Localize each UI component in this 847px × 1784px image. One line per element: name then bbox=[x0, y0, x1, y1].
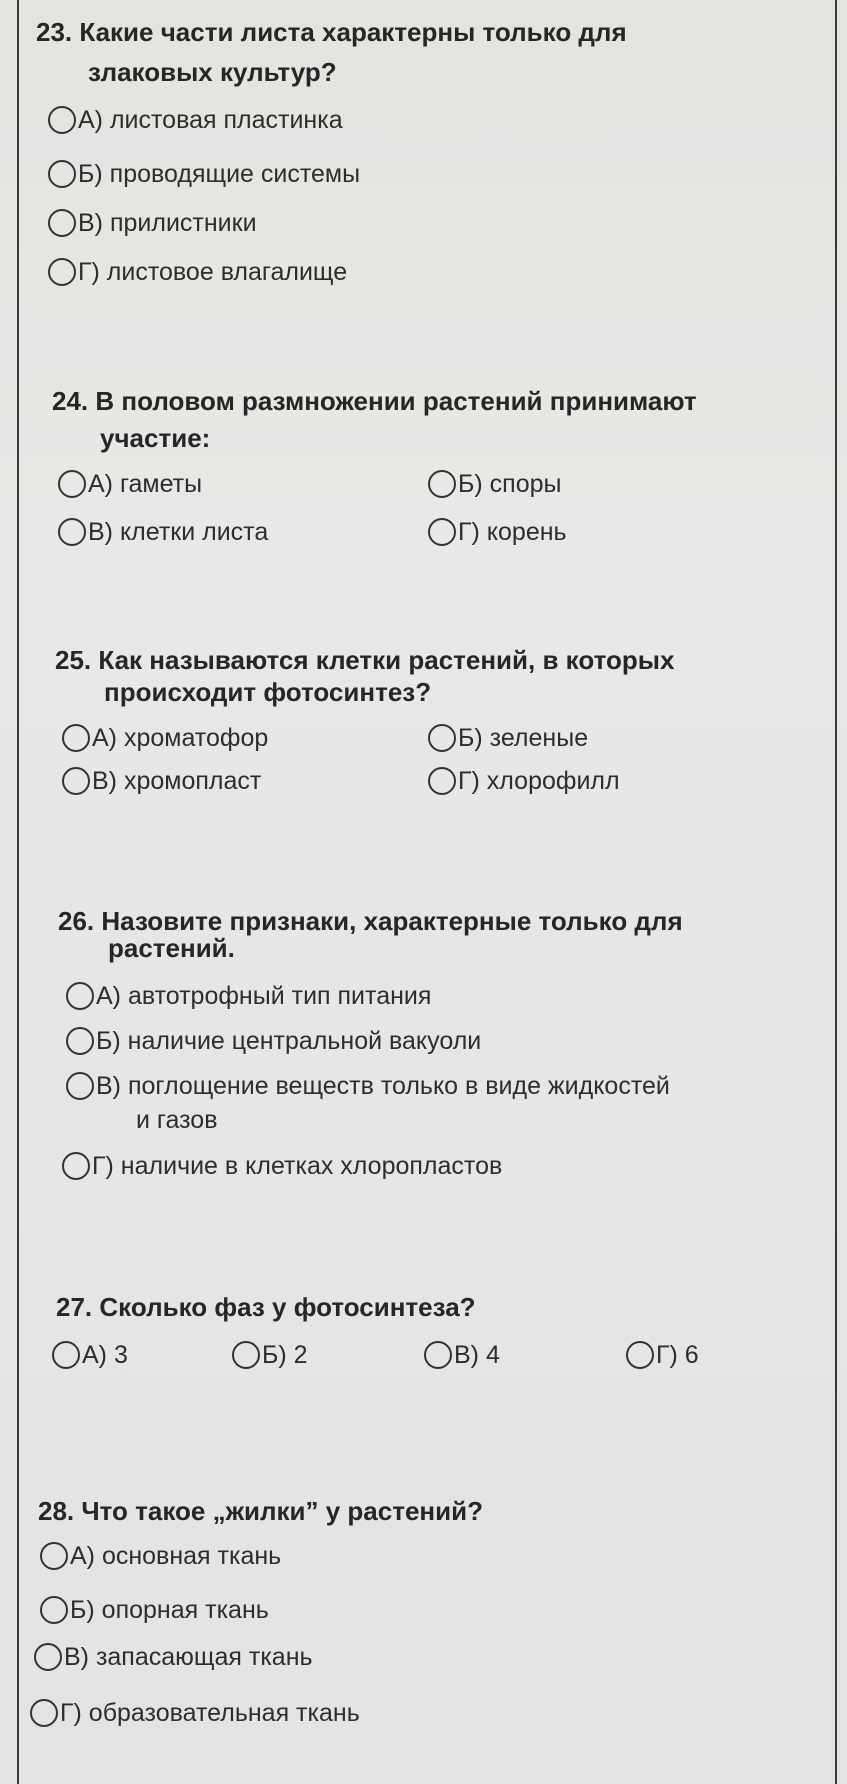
option-label: Б) опорная ткань bbox=[70, 1596, 269, 1624]
option-label: Б) зеленые bbox=[458, 724, 589, 752]
radio-button[interactable] bbox=[66, 1072, 94, 1100]
option-g[interactable] bbox=[626, 1335, 699, 1375]
radio-button[interactable] bbox=[62, 1152, 90, 1180]
option-a[interactable] bbox=[66, 976, 431, 1016]
question-text-line2: происходит фотосинтез? bbox=[104, 677, 432, 707]
radio-button[interactable] bbox=[232, 1341, 260, 1369]
radio-button[interactable] bbox=[48, 258, 76, 286]
radio-button[interactable] bbox=[48, 209, 76, 237]
radio-button[interactable] bbox=[40, 1542, 68, 1570]
question-text-line1: В половом размножении растений принимают bbox=[95, 386, 697, 416]
option-g[interactable] bbox=[48, 252, 347, 292]
radio-button[interactable] bbox=[52, 1341, 80, 1369]
option-v[interactable] bbox=[48, 203, 257, 243]
option-label: Б) 2 bbox=[262, 1341, 308, 1369]
radio-button[interactable] bbox=[626, 1341, 654, 1369]
option-label: Б) споры bbox=[458, 470, 562, 498]
option-v[interactable] bbox=[34, 1637, 313, 1677]
option-v[interactable] bbox=[66, 1066, 670, 1106]
radio-button[interactable] bbox=[424, 1341, 452, 1369]
question-title bbox=[56, 1287, 476, 1327]
radio-button[interactable] bbox=[34, 1643, 62, 1671]
option-label: В) хромопласт bbox=[92, 767, 262, 795]
question-text-line1: Сколько фаз у фотосинтеза? bbox=[99, 1292, 476, 1322]
radio-button[interactable] bbox=[62, 724, 90, 752]
option-b[interactable] bbox=[66, 1021, 481, 1061]
option-label: Г) листовое влагалище bbox=[78, 258, 348, 286]
radio-button[interactable] bbox=[428, 518, 456, 546]
option-a[interactable] bbox=[48, 100, 343, 140]
radio-button[interactable] bbox=[58, 470, 86, 498]
option-label: А) основная ткань bbox=[70, 1542, 282, 1570]
question-text-line2: злаковых культур? bbox=[88, 57, 337, 87]
question-title bbox=[52, 381, 697, 421]
radio-button[interactable] bbox=[428, 470, 456, 498]
radio-button[interactable] bbox=[62, 767, 90, 795]
option-label: Г) корень bbox=[458, 518, 567, 546]
option-g[interactable] bbox=[428, 761, 620, 801]
option-label-continuation: и газов bbox=[136, 1106, 218, 1134]
radio-button[interactable] bbox=[66, 982, 94, 1010]
left-margin-line bbox=[17, 0, 19, 1784]
question-title bbox=[38, 1491, 483, 1531]
option-label: В) запасающая ткань bbox=[64, 1643, 313, 1671]
option-a[interactable] bbox=[62, 718, 268, 758]
question-text-line2: растений. bbox=[108, 933, 235, 963]
option-label: А) хроматофор bbox=[92, 724, 269, 752]
question-text-line1: Как называются клетки растений, в которых bbox=[98, 645, 675, 675]
radio-button[interactable] bbox=[428, 724, 456, 752]
option-label: В) 4 bbox=[454, 1341, 500, 1369]
question-title bbox=[36, 12, 627, 52]
option-b[interactable] bbox=[428, 464, 562, 504]
question-text-line1: Какие части листа характерны только для bbox=[79, 17, 627, 47]
question-number: 24. bbox=[52, 386, 89, 416]
option-label: В) клетки листа bbox=[88, 518, 269, 546]
question-text-line1: Назовите признаки, характерные только для bbox=[101, 906, 683, 936]
option-label: Г) хлорофилл bbox=[458, 767, 620, 795]
option-a[interactable] bbox=[58, 464, 202, 504]
option-v[interactable] bbox=[424, 1335, 500, 1375]
option-label: Г) наличие в клетках хлоропластов bbox=[92, 1152, 503, 1180]
option-a[interactable] bbox=[52, 1335, 128, 1375]
option-label: Б) наличие центральной вакуоли bbox=[96, 1027, 482, 1055]
radio-button[interactable] bbox=[428, 767, 456, 795]
radio-button[interactable] bbox=[30, 1699, 58, 1727]
question-text-line2: участие: bbox=[100, 423, 211, 453]
option-g[interactable] bbox=[428, 512, 567, 552]
option-label: А) 3 bbox=[82, 1341, 128, 1369]
option-label: В) прилистники bbox=[78, 209, 257, 237]
radio-button[interactable] bbox=[40, 1596, 68, 1624]
question-number: 28. bbox=[38, 1496, 75, 1526]
question-number: 23. bbox=[36, 17, 73, 47]
option-label: А) гаметы bbox=[88, 470, 203, 498]
option-label: А) листовая пластинка bbox=[78, 106, 343, 134]
right-margin-line bbox=[835, 0, 837, 1784]
option-a[interactable] bbox=[40, 1536, 281, 1576]
option-v[interactable] bbox=[62, 761, 261, 801]
option-b[interactable] bbox=[48, 154, 360, 194]
question-number: 27. bbox=[56, 1292, 93, 1322]
question-number: 25. bbox=[55, 645, 92, 675]
radio-button[interactable] bbox=[48, 106, 76, 134]
radio-button[interactable] bbox=[58, 518, 86, 546]
option-label: Г) образовательная ткань bbox=[60, 1699, 360, 1727]
option-b[interactable] bbox=[428, 718, 588, 758]
question-text-line1: Что такое „жилки” у растений? bbox=[81, 1496, 483, 1526]
radio-button[interactable] bbox=[66, 1027, 94, 1055]
option-g[interactable] bbox=[30, 1693, 360, 1733]
option-label: А) автотрофный тип питания bbox=[96, 982, 432, 1010]
option-b[interactable] bbox=[40, 1590, 269, 1630]
option-label: Г) 6 bbox=[656, 1341, 699, 1369]
radio-button[interactable] bbox=[48, 160, 76, 188]
question-number: 26. bbox=[58, 906, 95, 936]
option-g[interactable] bbox=[62, 1146, 502, 1186]
option-label: В) поглощение веществ только в виде жидкостей bbox=[96, 1072, 670, 1100]
option-v[interactable] bbox=[58, 512, 268, 552]
option-label: Б) проводящие системы bbox=[78, 160, 361, 188]
option-b[interactable] bbox=[232, 1335, 308, 1375]
